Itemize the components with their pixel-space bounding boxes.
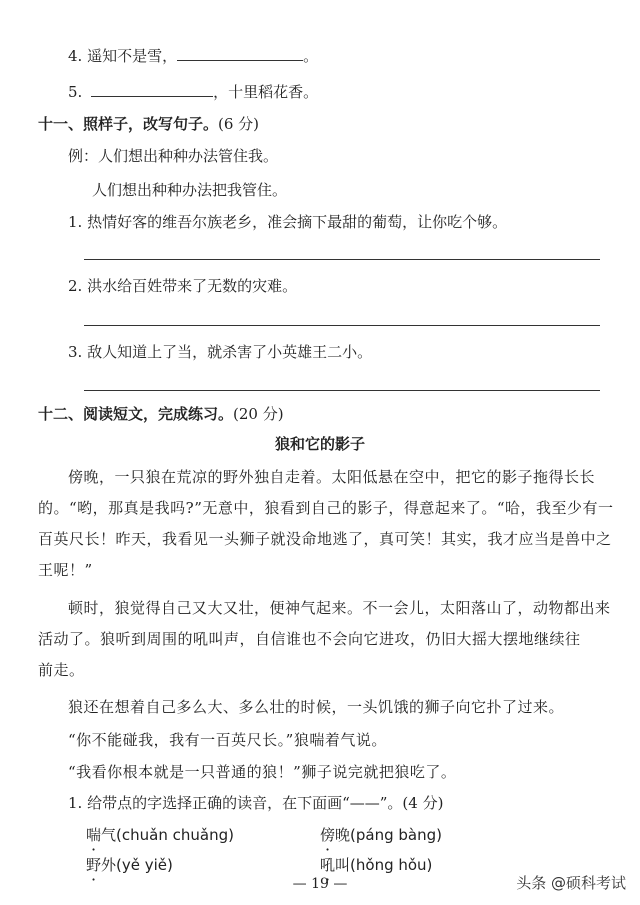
page-number: — 19 — [292,876,348,892]
pinyin-options-ye[interactable]: (yě yiě) [116,856,173,874]
example-label: 例：人们想出种种办法管住我。 [68,147,279,165]
story-p4: “你不能碰我，我有一百英尺长。”狼喘着气说。 [68,731,387,749]
story-p1-line4: 王呢！” [38,561,93,579]
question-4 [68,44,318,66]
char-wai: 外 [101,856,117,874]
q5-text: ，十里稻花香。 [213,83,319,101]
example-answer: 人们想出种种办法把我管住。 [92,181,288,199]
char-jiao: 叫 [335,856,351,874]
pinyin-options-bang[interactable]: (páng bàng) [350,826,442,844]
s11-answer-line-1[interactable] [84,259,600,260]
char-qi: 气 [101,826,117,844]
word-houjiao [320,855,432,875]
section-12-title: 十二、阅读短文，完成练习。 [38,405,234,423]
s11-answer-line-3[interactable] [84,390,600,391]
s11-question-2: 2. 洪水给百姓带来了无数的灾难。 [68,277,298,295]
char-wan: 晚 [335,826,351,844]
q4-answer-blank[interactable] [177,44,303,61]
q5-num: 5. [68,83,83,101]
story-title: 狼和它的影子 [274,435,365,453]
section-11-heading [38,114,259,134]
story-p1-line2: 的。“哟，那真是我吗?”无意中，狼看到自己的影子，得意起来了。“哈，我至少有一 [38,499,614,517]
pinyin-options-chuan[interactable]: (chuǎn chuǎng) [116,826,234,844]
q4-text: 4. 遥知不是雪， [68,47,178,65]
watermark: 头条 @硕科考试 [516,874,626,892]
section-12-score: (20 分) [233,405,284,423]
s11-question-1: 1. 热情好客的维吾尔族老乡，准会摘下最甜的葡萄，让你吃个够。 [68,213,508,231]
story-p2-line3: 前走。 [38,661,85,679]
s12-q1-text: 1. 给带点的字选择正确的读音，在下面画“——”。 [68,794,403,812]
s12-q1-score: (4 分) [402,794,444,812]
word-yewai [86,855,173,875]
pinyin-options-hou[interactable]: (hǒng hǒu) [350,856,433,874]
story-p2-line1: 顿时，狼觉得自己又大又壮，便神气起来。不一会儿，太阳落山了，动物都出来 [68,599,611,617]
dotted-char-chuan: 喘 [86,826,102,844]
section-11-score: (6 分) [218,115,260,133]
q5-answer-blank[interactable] [91,80,213,97]
story-p1-line3: 百英尺长！昨天，我看见一头狮子就没命地逃了，真可笑！其实，我才应当是兽中之 [38,530,612,548]
section-11-title: 十一、照样子，改写句子。 [38,115,219,133]
word-chuanqi [86,825,234,845]
story-p1-line1: 傍晚，一只狼在荒凉的野外独自走着。太阳低悬在空中，把它的影子拖得长长 [68,468,596,486]
dotted-char-ye: 野 [86,856,102,874]
story-p5: “我看你根本就是一只普通的狼！”狮子说完就把狼吃了。 [68,763,457,781]
q4-end: 。 [303,47,319,65]
section-12-heading [38,404,284,424]
s11-answer-line-2[interactable] [84,325,600,326]
dotted-char-hou: 吼 [320,856,336,874]
question-5 [68,80,318,102]
story-p3: 狼还在想着自己多么大、多么壮的时候，一头饥饿的狮子向它扑了过来。 [68,698,565,716]
word-bangwan [320,825,442,845]
dotted-char-bang: 傍 [320,826,336,844]
story-p2-line2: 活动了。狼听到周围的吼叫声，自信谁也不会向它进攻，仍旧大摇大摆地继续往 [38,630,581,648]
s11-question-3: 3. 敌人知道上了当，就杀害了小英雄王二小。 [68,343,373,361]
s12-question-1 [68,793,443,813]
